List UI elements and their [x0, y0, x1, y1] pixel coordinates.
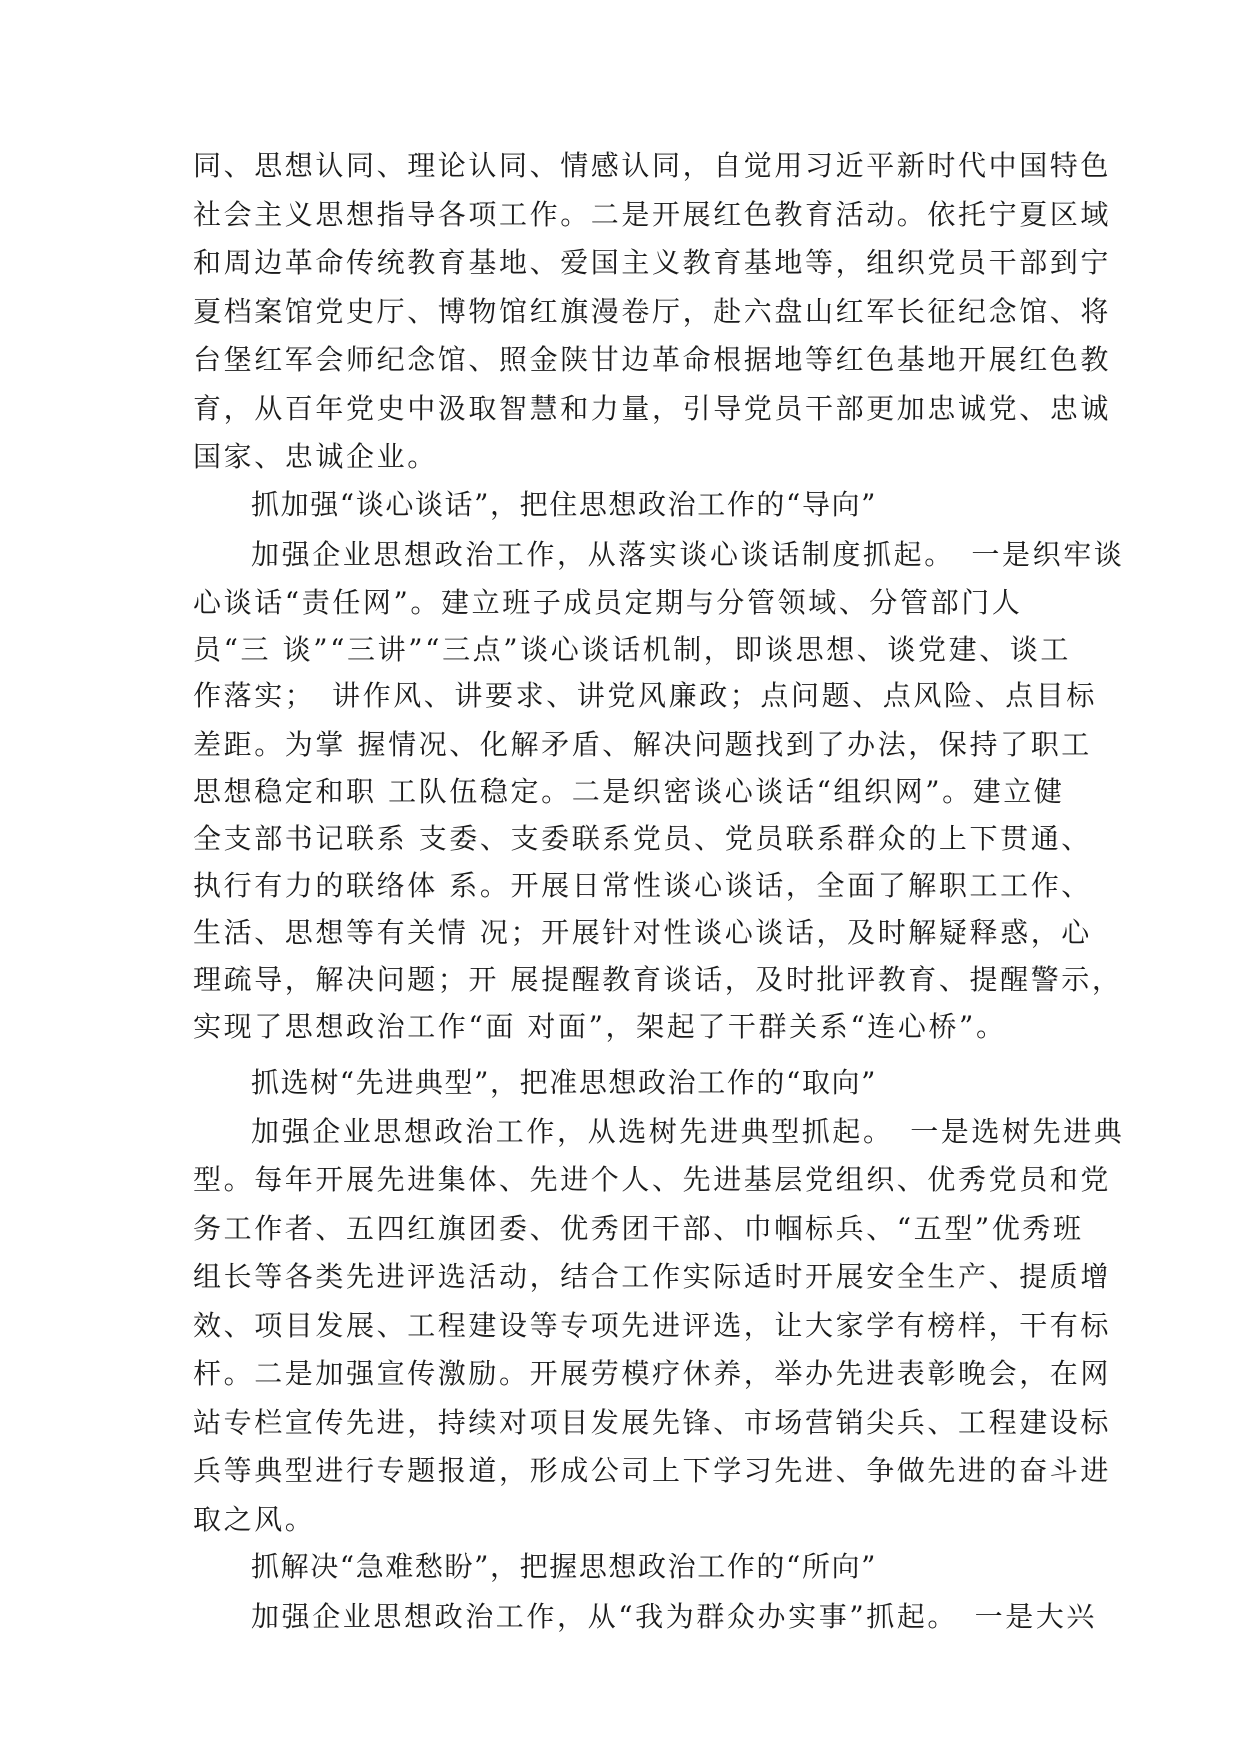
body-line: 社会主义思想指导各项工作。二是开展红色教育活动。依托宁夏区域 [193, 198, 1112, 231]
body-line: 取之风。 [193, 1503, 316, 1536]
body-line: 加强企业思想政治工作，从落实谈心谈话制度抓起。 一是织牢谈 [251, 538, 1125, 571]
body-line: 生活、思想等有关情 况；开展针对性谈心谈话，及时解疑释惑，心 [193, 916, 1092, 949]
body-line: 效、项目发展、工程建设等专项先进评选，让大家学有榜样，干有标 [193, 1309, 1112, 1342]
section-heading: 抓加强“谈心谈话”，把住思想政治工作的“导向” [251, 488, 878, 521]
body-line: 心谈话“责任网”。建立班子成员定期与分管领域、分管部门人 [193, 586, 1023, 619]
section-heading: 抓选树“先进典型”，把准思想政治工作的“取向” [251, 1066, 878, 1099]
body-line: 育，从百年党史中汲取智慧和力量，引导党员干部更加忠诚党、忠诚 [193, 392, 1112, 425]
body-line: 同、思想认同、理论认同、情感认同，自觉用习近平新时代中国特色 [193, 149, 1112, 182]
body-line: 员“三 谈”“三讲”“三点”谈心谈话机制，即谈思想、谈党建、谈工 [193, 633, 1071, 666]
body-line: 站专栏宣传先进，持续对项目发展先锋、市场营销尖兵、工程建设标 [193, 1406, 1112, 1439]
body-line: 全支部书记联系 支委、支委联系党员、党员联系群众的上下贯通、 [193, 822, 1092, 855]
body-line: 兵等典型进行专题报道，形成公司上下学习先进、争做先进的奋斗进 [193, 1454, 1112, 1487]
body-line: 加强企业思想政治工作，从选树先进典型抓起。 一是选树先进典 [251, 1115, 1125, 1148]
body-line: 台堡红军会师纪念馆、照金陕甘边革命根据地等红色基地开展红色教 [193, 343, 1112, 376]
body-line: 差距。为掌 握情况、化解矛盾、解决问题找到了办法，保持了职工 [193, 728, 1092, 761]
body-line: 作落实； 讲作风、讲要求、讲党风廉政；点问题、点风险、点目标 [193, 679, 1098, 712]
section-heading: 抓解决“急难愁盼”，把握思想政治工作的“所向” [251, 1550, 878, 1583]
body-line: 国家、忠诚企业。 [193, 440, 438, 473]
body-line: 组长等各类先进评选活动，结合工作实际适时开展安全生产、提质增 [193, 1260, 1112, 1293]
body-line: 务工作者、五四红旗团委、优秀团干部、巾帼标兵、“五型”优秀班 [193, 1212, 1084, 1245]
body-line: 理疏导，解决问题；开 展提醒教育谈话，及时批评教育、提醒警示， [193, 963, 1123, 996]
body-line: 加强企业思想政治工作，从“我为群众办实事”抓起。 一是大兴 [251, 1600, 1098, 1633]
body-line: 实现了思想政治工作“面 对面”，架起了干群关系“连心桥”。 [193, 1010, 1007, 1043]
body-line: 执行有力的联络体 系。开展日常性谈心谈话，全面了解职工工作、 [193, 869, 1092, 902]
body-line: 思想稳定和职 工队伍稳定。二是织密谈心谈话“组织网”。建立健 [193, 775, 1065, 808]
body-line: 和周边革命传统教育基地、爱国主义教育基地等，组织党员干部到宁 [193, 246, 1112, 279]
body-line: 型。每年开展先进集体、先进个人、先进基层党组织、优秀党员和党 [193, 1163, 1112, 1196]
body-line: 夏档案馆党史厅、博物馆红旗漫卷厅，赴六盘山红军长征纪念馆、将 [193, 295, 1112, 328]
body-line: 杆。二是加强宣传激励。开展劳模疗休养，举办先进表彰晚会，在网 [193, 1357, 1112, 1390]
